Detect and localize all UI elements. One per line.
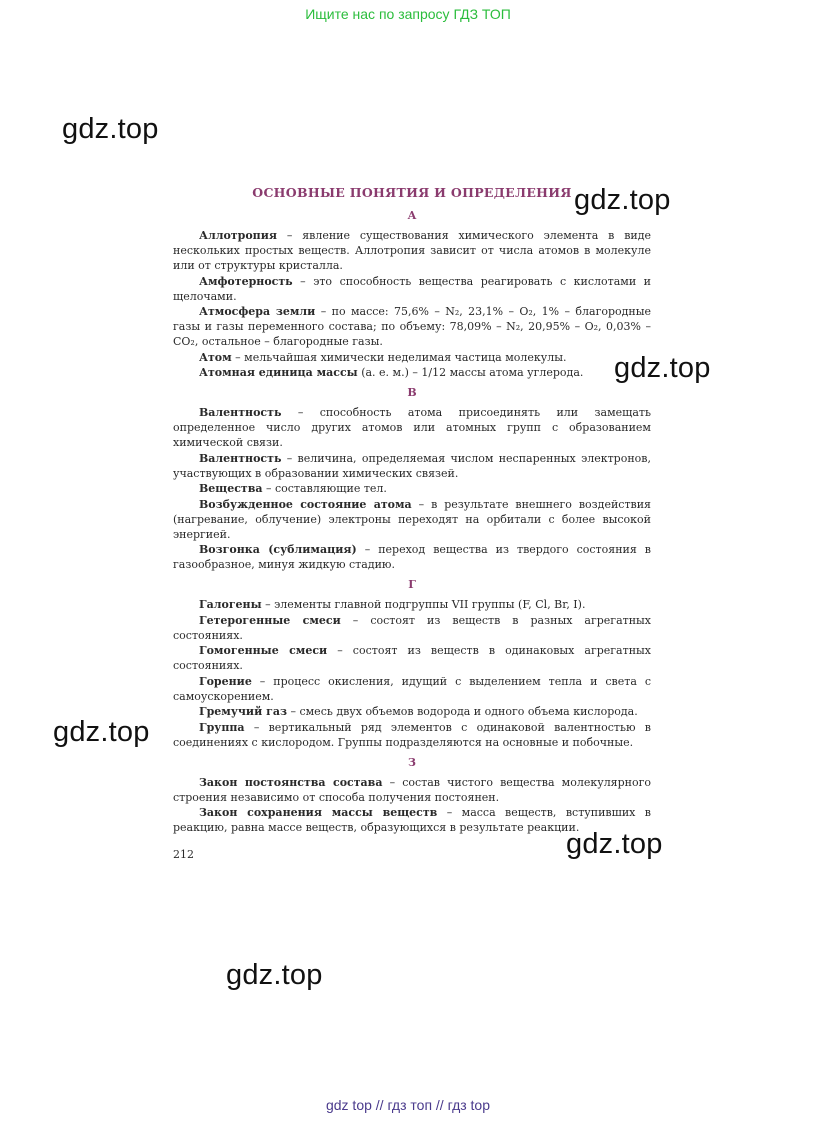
textbook-page <box>173 185 651 861</box>
definition-entry <box>173 643 651 673</box>
definition-term: Амфотерность <box>199 274 293 288</box>
definition-term: Валентность <box>199 451 282 465</box>
section-letter: З <box>408 755 416 769</box>
definition-term: Гомогенные смеси <box>199 644 328 657</box>
definition-text: – это способность вещества реагировать с кислотами и щелочами. <box>173 274 651 303</box>
definition-term: Гетерогенные смеси <box>199 613 341 627</box>
section-letter: Г <box>408 578 416 591</box>
definition-entry <box>173 405 651 450</box>
watermark: gdz.top <box>226 959 323 991</box>
page-number: 212 <box>173 848 194 861</box>
watermark: gdz.top <box>62 113 159 145</box>
definition-entry <box>173 720 651 750</box>
definition-term: Атом <box>199 350 232 364</box>
definition-entry <box>173 365 651 380</box>
definition-entry <box>173 674 651 704</box>
definition-text: – по массе: 75,6% – N₂, 23,1% – O₂, 1% – благородные газы и газы переменного состава; по объему: 78,09% – N₂, 20,95% – O₂, 0,03% – CO₂, остальное – благородные газы. <box>173 305 652 348</box>
definition-entry <box>173 228 651 273</box>
definition-term: Аллотропия <box>199 229 277 242</box>
definition-term: Возбужденное состояние атома <box>199 497 412 511</box>
definition-term: Вещества <box>199 482 263 495</box>
definition-text: – состав чистого вещества молекулярного строения независимо от способа получения постоянен. <box>173 775 652 804</box>
definition-text: – процесс окисления, идущий с выделением тепла и света с самоускорением. <box>173 674 651 703</box>
section-letter: В <box>407 386 417 399</box>
definition-term: Закон постоянства состава <box>199 775 383 789</box>
definition-text: – величина, определяемая числом неспаренных электронов, участвующих в образовании химических связей. <box>173 451 651 480</box>
definition-text: – элементы главной подгруппы VII группы (F, Cl, Br, I). <box>261 598 586 611</box>
definition-entry <box>173 805 651 835</box>
definition-entry <box>173 613 651 643</box>
definition-term: Возгонка (сублимация) <box>199 543 357 556</box>
definition-text: (а. е. м.) – 1/12 массы атома углерода. <box>357 366 584 379</box>
definition-entry <box>173 497 651 542</box>
definition-term: Атомная единица массы <box>199 366 358 379</box>
definition-entry <box>173 775 651 805</box>
definition-text: – мельчайшая химически неделимая частица молекулы. <box>231 350 567 364</box>
definition-entry <box>173 304 651 349</box>
definition-text: – масса веществ, вступивших в реакцию, равна массе веществ, образующихся в результате реакции. <box>173 806 652 834</box>
definition-text: – явление существования химического элемента в виде нескольких простых веществ. Аллотропия зависит от числа атомов в молекуле или от структуры кристалла. <box>173 229 651 272</box>
definition-text: – переход вещества из твердого состояния в газообразное, минуя жидкую стадию. <box>173 543 652 571</box>
definition-term: Гремучий газ <box>199 705 287 718</box>
definition-term: Группа <box>199 720 245 734</box>
definition-text: – вертикальный ряд элементов с одинаковой валентностью в соединениях с кислородом. Группы подразделяются на основные и побочные. <box>173 720 651 749</box>
watermark: gdz.top <box>566 828 663 860</box>
definition-text: – составляющие тел. <box>262 482 387 495</box>
page-title: ОСНОВНЫЕ ПОНЯТИЯ И ОПРЕДЕЛЕНИЯ <box>252 185 572 200</box>
definition-entry <box>173 704 651 719</box>
definition-term: Атмосфера земли <box>199 305 316 318</box>
definition-entry <box>173 274 651 304</box>
definition-entry <box>173 481 651 496</box>
top-search-link[interactable]: Ищите нас по запросу ГДЗ ТОП <box>305 6 511 22</box>
definition-text: – способность атома присоединять или замещать определенное число других атомов или атомных групп с образованием химической связи. <box>173 406 651 449</box>
definition-entry <box>173 350 651 365</box>
definition-entry <box>173 451 651 481</box>
section-letter: А <box>407 209 417 222</box>
definition-text: – в результате внешнего воздействия (нагревание, облучение) электроны переходят на орбитали с более высокой энергией. <box>173 497 651 541</box>
watermark: gdz.top <box>614 352 711 384</box>
watermark: gdz.top <box>53 716 150 748</box>
definition-term: Горение <box>199 674 252 688</box>
watermark: gdz.top <box>574 184 671 216</box>
definition-term: Валентность <box>199 406 282 419</box>
definition-text: – состоят из веществ в разных агрегатных состояниях. <box>173 613 651 642</box>
definition-term: Галогены <box>199 598 262 611</box>
footer-links[interactable]: gdz top // гдз топ // гдз top <box>325 1097 491 1113</box>
definition-text: – состоят из веществ в одинаковых агрегатных состояниях. <box>173 644 651 672</box>
definition-entry <box>173 542 651 572</box>
definition-text: – смесь двух объемов водорода и одного объема кислорода. <box>286 705 638 718</box>
definition-term: Закон сохранения массы веществ <box>199 806 438 819</box>
definition-entry <box>173 597 651 612</box>
